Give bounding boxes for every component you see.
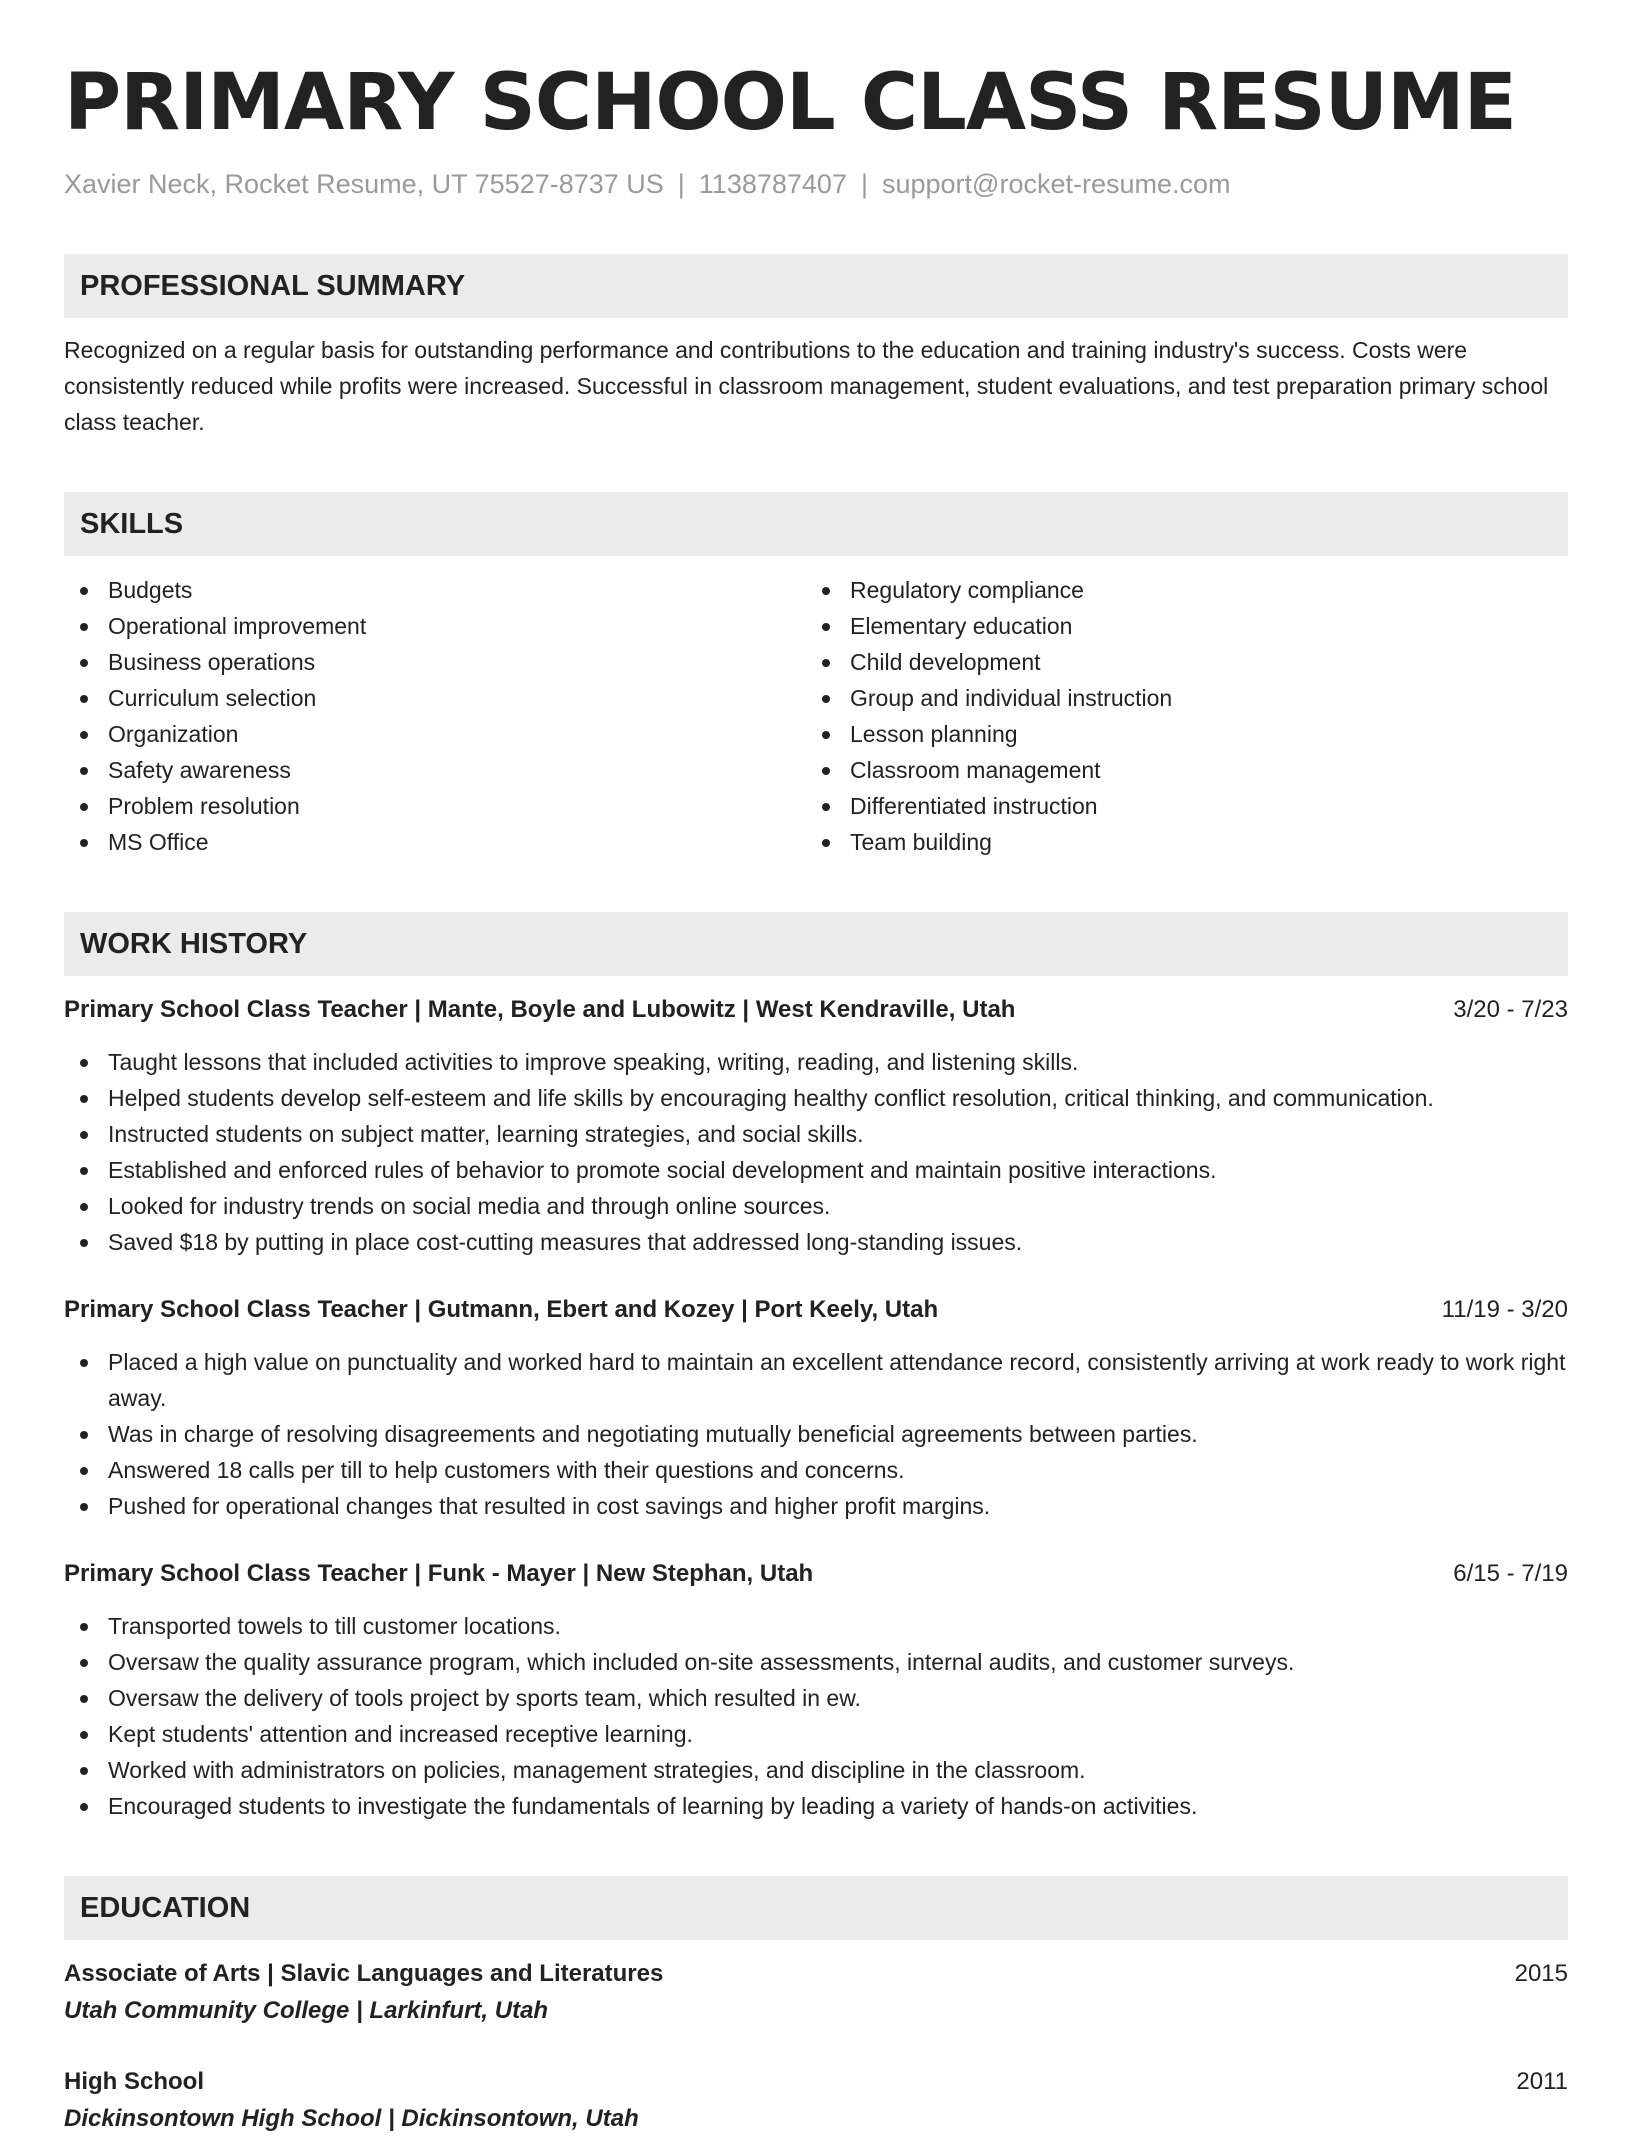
job-bullet: Answered 18 calls per till to help customers with their questions and concerns.	[64, 1452, 1568, 1488]
skill-item: Curriculum selection	[64, 680, 806, 716]
job-entry	[64, 1556, 1568, 1824]
education-year: 2015	[1514, 1960, 1568, 1987]
skill-item: Safety awareness	[64, 752, 806, 788]
skill-item: Operational improvement	[64, 608, 806, 644]
skill-item: Elementary education	[806, 608, 1566, 644]
job-bullet: Transported towels to till customer locations.	[64, 1608, 1568, 1644]
job-bullet: Was in charge of resolving disagreements and negotiating mutually beneficial agreements between parties.	[64, 1416, 1568, 1452]
skills-list	[64, 572, 1568, 860]
education-degree: Associate of Arts | Slavic Languages and Literatures	[64, 1960, 664, 1987]
job-bullet: Looked for industry trends on social media and through online sources.	[64, 1188, 1568, 1224]
job-bullets	[64, 1344, 1568, 1524]
section-heading-summary: PROFESSIONAL SUMMARY	[64, 254, 1568, 318]
job-bullet: Encouraged students to investigate the fundamentals of learning by leading a variety of hands-on activities.	[64, 1788, 1568, 1824]
contact-separator: |	[677, 169, 685, 199]
skill-item: Problem resolution	[64, 788, 806, 824]
skill-item: Organization	[64, 716, 806, 752]
contact-separator: |	[860, 169, 868, 199]
job-header	[64, 1292, 1568, 1328]
skill-item: MS Office	[64, 824, 806, 860]
job-bullet: Instructed students on subject matter, learning strategies, and social skills.	[64, 1116, 1568, 1152]
job-header	[64, 992, 1568, 1028]
job-bullet: Helped students develop self-esteem and life skills by encouraging healthy conflict resolution, critical thinking, and communication.	[64, 1080, 1568, 1116]
skill-item: Lesson planning	[806, 716, 1566, 752]
education-entry	[64, 2064, 1568, 2138]
contact-address: Xavier Neck, Rocket Resume, UT 75527-8737 US	[64, 169, 664, 199]
job-header	[64, 1556, 1568, 1592]
contact-email[interactable]: support@rocket-resume.com	[881, 169, 1231, 199]
skill-item: Classroom management	[806, 752, 1566, 788]
education-entry	[64, 1956, 1568, 2030]
education-degree: High School	[64, 2068, 204, 2095]
job-bullet: Saved $18 by putting in place cost-cutting measures that addressed long-standing issues.	[64, 1224, 1568, 1260]
job-bullet: Kept students' attention and increased receptive learning.	[64, 1716, 1568, 1752]
education-school: Utah Community College | Larkinfurt, Utah	[64, 1997, 549, 2024]
skill-item: Child development	[806, 644, 1566, 680]
job-bullet: Worked with administrators on policies, management strategies, and discipline in the classroom.	[64, 1752, 1568, 1788]
summary-text: Recognized on a regular basis for outstanding performance and contributions to the education and training industry's success. Costs were consistently reduced while profits were increased. Successful in classroom management, student evaluations, and test preparation primary school class teacher.	[64, 337, 1549, 435]
job-bullet: Taught lessons that included activities to improve speaking, writing, reading, and listening skills.	[64, 1044, 1568, 1080]
job-dates: 11/19 - 3/20	[1441, 1296, 1568, 1323]
job-bullet: Placed a high value on punctuality and worked hard to maintain an excellent attendance record, consistently arriving at work ready to work right away.	[64, 1344, 1568, 1416]
skill-item: Differentiated instruction	[806, 788, 1566, 824]
job-bullets	[64, 1608, 1568, 1824]
job-dates: 6/15 - 7/19	[1453, 1560, 1568, 1587]
skill-item: Business operations	[64, 644, 806, 680]
job-bullet: Oversaw the quality assurance program, which included on-site assessments, internal audits, and customer surveys.	[64, 1644, 1568, 1680]
education-header	[64, 1956, 1568, 1992]
contact-line	[64, 166, 1568, 202]
job-bullets	[64, 1044, 1568, 1260]
job-entry	[64, 992, 1568, 1260]
job-title: Primary School Class Teacher | Mante, Boyle and Lubowitz | West Kendraville, Utah	[64, 996, 1016, 1023]
education-header	[64, 2064, 1568, 2100]
contact-phone: 1138787407	[698, 169, 847, 199]
skill-item: Budgets	[64, 572, 806, 608]
skill-item: Team building	[806, 824, 1566, 860]
job-bullet: Oversaw the delivery of tools project by sports team, which resulted in ew.	[64, 1680, 1568, 1716]
job-bullet: Established and enforced rules of behavior to promote social development and maintain positive interactions.	[64, 1152, 1568, 1188]
job-title: Primary School Class Teacher | Funk - Mayer | New Stephan, Utah	[64, 1560, 814, 1587]
job-dates: 3/20 - 7/23	[1453, 996, 1568, 1023]
section-heading-work-history: WORK HISTORY	[64, 912, 1568, 976]
education-school: Dickinsontown High School | Dickinsontown, Utah	[64, 2105, 639, 2132]
job-entry	[64, 1292, 1568, 1524]
resume-title: PRIMARY SCHOOL CLASS RESUME	[64, 58, 1516, 148]
section-heading-skills: SKILLS	[64, 492, 1568, 556]
skill-item: Group and individual instruction	[806, 680, 1566, 716]
job-title: Primary School Class Teacher | Gutmann, Ebert and Kozey | Port Keely, Utah	[64, 1296, 939, 1323]
section-heading-education: EDUCATION	[64, 1876, 1568, 1940]
skill-item: Regulatory compliance	[806, 572, 1566, 608]
job-bullet: Pushed for operational changes that resulted in cost savings and higher profit margins.	[64, 1488, 1568, 1524]
education-year: 2011	[1516, 2068, 1568, 2095]
